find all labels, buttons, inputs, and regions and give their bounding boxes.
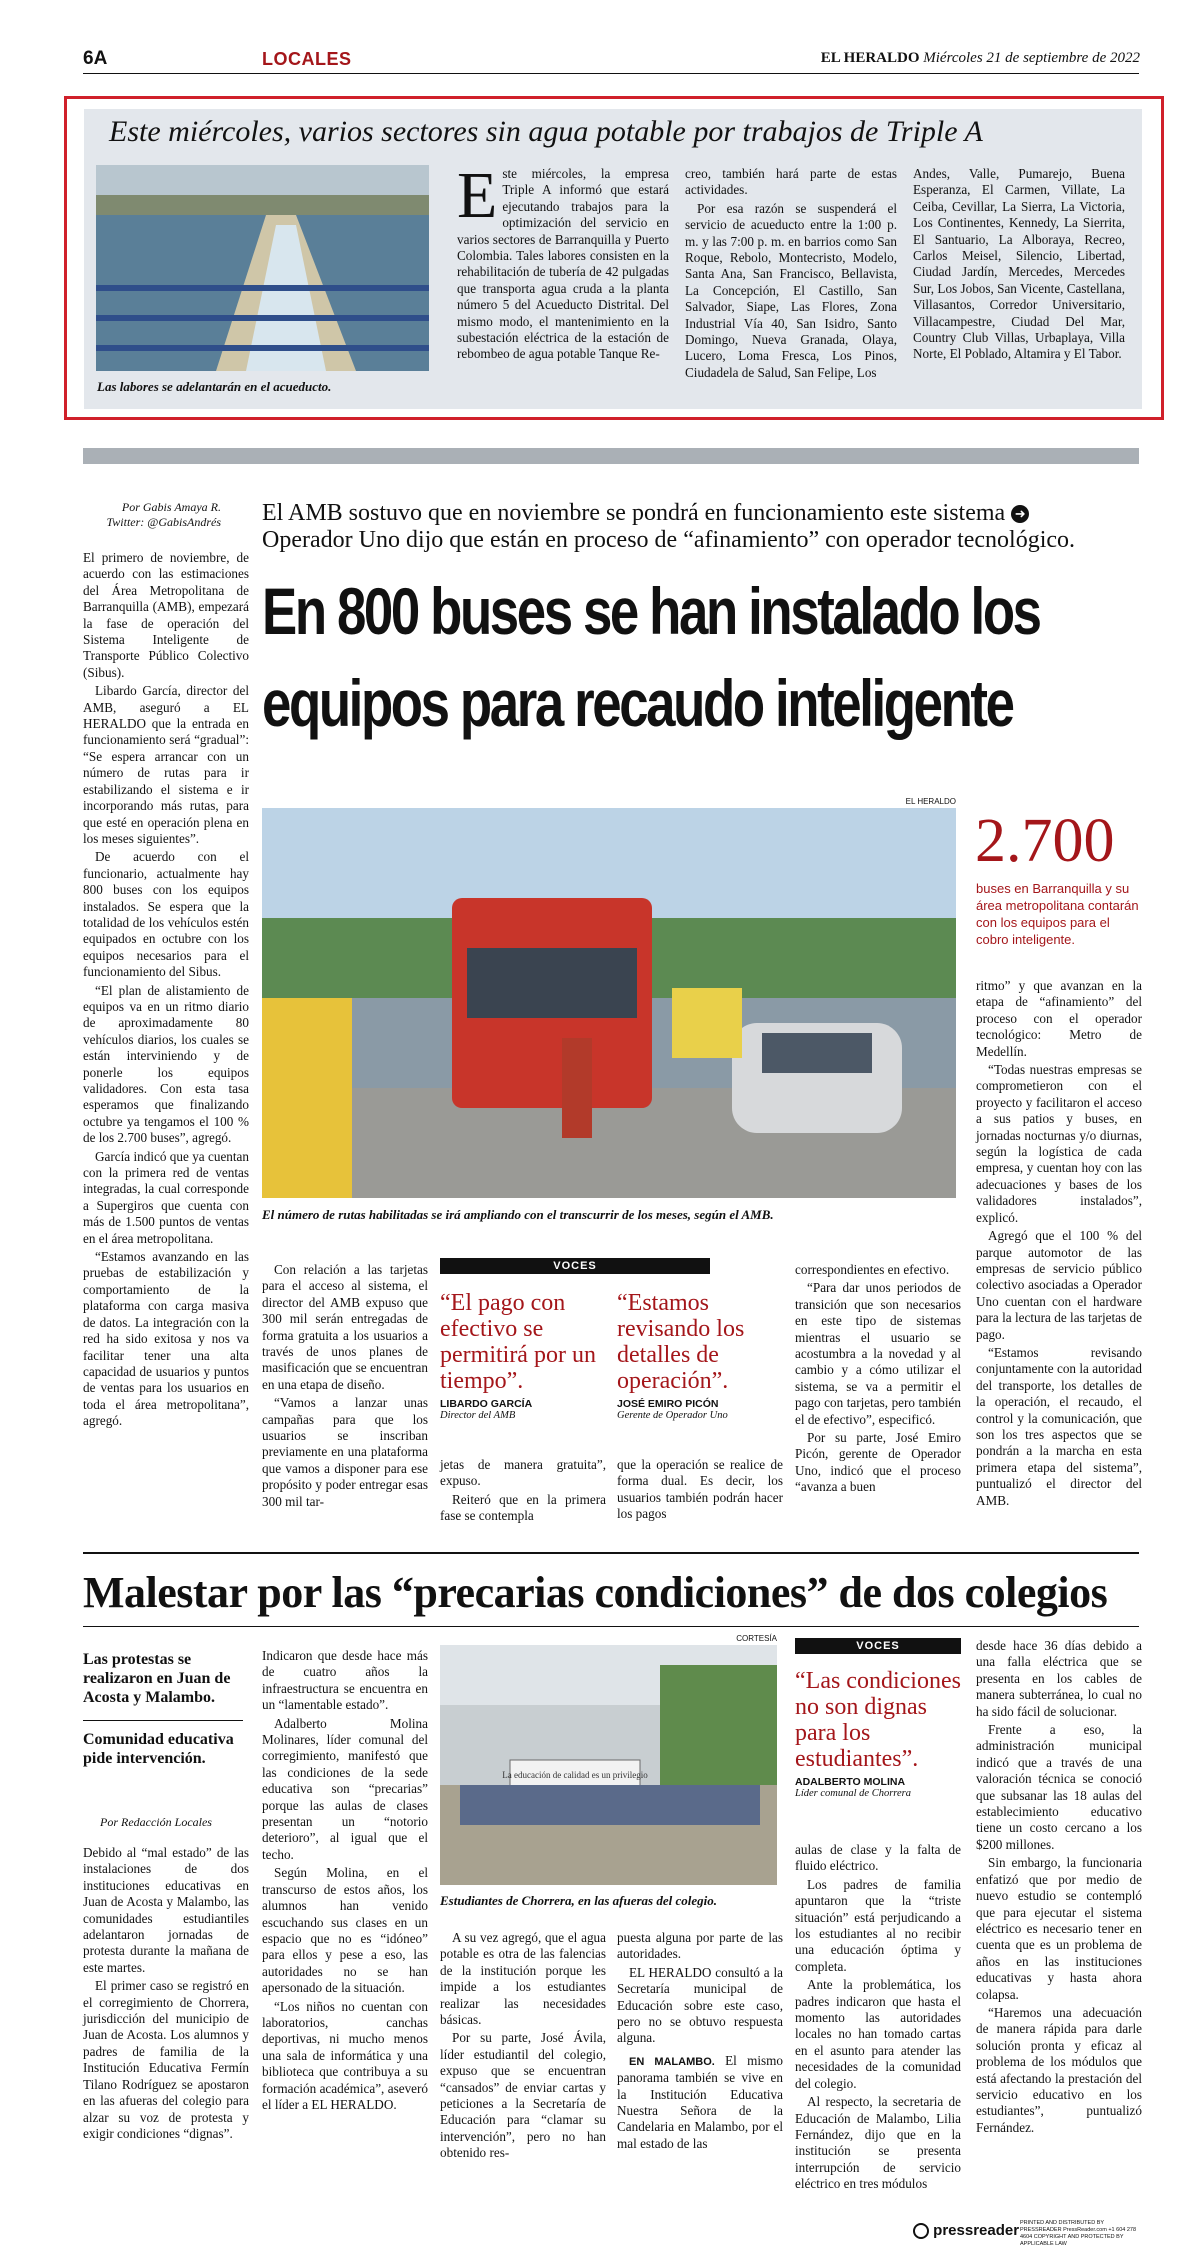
buses-photo xyxy=(262,808,956,1198)
schools-col-3: A su vez agregó, que el agua potable es otra de las falencias de la institución porque les impide a los estudiantes realizar las necesidades básicas. Por su parte, José Ávila, líder estudiantil del colegio, expuso que se encuentran “cansados” de enviar cartas y peticiones a la Secretaría de Educación para “clamar su intervención”, pero no han obtenido res- xyxy=(440,1930,606,2161)
water-col-2: creo, también hará parte de estas actividades. Por esa razón se suspenderá el servicio de acueducto entre la 1:00 p. m. y las 7:00 p. m. en barrios como San Roque, Rebolo, Montecristo, Modelo, Santa Ana, San Francisco, Bellavista, La Concepción, El Castillo, San Salvador, Siape, Las Flores, Zona Industrial Vía 40, San Isidro, Santo Domingo, Nueva Granada, Olaya, Lucero, Loma Fresca, Los Pinos, Ciudadela de Salud, San Felipe, Los xyxy=(685,166,897,380)
paper-name: EL HERALDO xyxy=(820,50,920,66)
buses-caption: El número de rutas habilitadas se irá ampliando con el transcurrir de los meses, según el AMB. xyxy=(262,1207,774,1222)
quote-1: “El pago con efectivo se permitirá por un tiempo”. LIBARDO GARCÍA Director del AMB xyxy=(440,1290,596,1421)
schools-col-2: Indicaron que desde hace más de cuatro años la infraestructura se encuentra en un “lamentable estado”. Adalberto Molina Molinares, líder comunal del corregimiento, manifestó que las condiciones de la sede educativa son “precarias” porque las aulas de clases presentan un “notorio deterioro”, al igual que el techo. Según Molina, en el transcurso de estos años, los alumnos han venido escuchando sus clases en un espacio que no es “idóneo” para ellos y pese a eso, las autoridades no se han apersonado de la situación. “Los niños no cuentan con laboratorios, canchas deportivas, ni mucho menos una sala de informática y una biblioteca que contribuya a su formación académica”, aseveró el líder a EL HERALDO. xyxy=(262,1648,428,2112)
section-divider-bar xyxy=(83,448,1139,464)
water-box xyxy=(64,96,1164,420)
main-col-4: que la operación se realice de forma dual. Es decir, los usuarios también podrán hacer los pagos xyxy=(617,1457,783,1522)
stat-number: 2.700 xyxy=(975,807,1115,875)
water-box-title: Este miércoles, varios sectores sin agua potable por trabajos de Triple A xyxy=(109,115,983,148)
schools-lead-1: Las protestas se realizaron en Juan de Acosta y Malambo. xyxy=(83,1651,231,1706)
aqueduct-photo xyxy=(96,165,429,371)
voces-label: VOCES xyxy=(440,1258,710,1274)
schools-headline: Malestar por las “precarias condiciones” de dos colegios xyxy=(83,1568,1108,1617)
schools-col-5: aulas de clase y la falta de fluido eléctrico. Los padres de familia apuntaron que la “triste situación” está perjudicando a los estudiantes al no recibir una educación óptima y completa. Ante la problemática, los padres indicaron que hasta el momento las autoridades locales no han tomado cartas en el asunto para atender las necesidades de la comunidad del colegio. Al respecto, la secretaria de Educación de Malambo, Lilia Fernández, dijo que en la institución se presenta interrupción de servicio eléctrico en tres módulos xyxy=(795,1842,961,2192)
page-number: 6A xyxy=(83,48,108,69)
water-col-3: Andes, Valle, Pumarejo, Buena Esperanza, El Carmen, Villate, La Ceiba, Cevillar, La Sierra, La Victoria, Los Continentes, Kennedy, La Sierrita, El Santuario, La Alboraya, Recreo, Carlos Meisel, Silencio, Libertad, Ciudad Jardín, Mercedes, Mercedes Sur, Los Jobos, San Vicente, Castellana, Villasantos, Corredor Universitario, Villacampestre, Ciudad Del Mar, Country Club Villas, Urbaplaya, Villa Norte, El Poblado, Altamira y El Tabor. xyxy=(913,166,1125,362)
issue-date: Miércoles 21 de septiembre de 2022 xyxy=(923,50,1140,66)
pressreader-logo: pressreader xyxy=(913,2222,1019,2239)
main-col-3: jetas de manera gratuita”, expuso. Reiteró que en la primera fase se contempla xyxy=(440,1457,606,1524)
aqueduct-caption: Las labores se adelantarán en el acueducto. xyxy=(97,379,332,394)
water-col-1: Este miércoles, la empresa Triple A informó que estará ejecutando trabajos para la optimización del servicio en varios sectores de Barranquilla y Puerto Colombia. Tales labores consisten en la rehabilitación de tubería de 42 pulgadas que transporta agua cruda a la planta número 5 del Acueducto Distrital. Del mismo modo, el mantenimiento en la subestación eléctrica de la estación de rebombeo de agua potable Tanque Re- xyxy=(457,159,669,362)
schools-rule xyxy=(83,1626,1139,1627)
main-right-column: ritmo” y que avanzan en la etapa de “afinamiento” del proceso con el operador tecnológico: Metro de Medellín. “Todas nuestras empresas se comprometieron con el proyecto y facilitaron el acceso a sus patios y buses, en jornadas nocturnas y/o diurnas, según la logística de cada empresa, y cuentan hoy con las adecuaciones y bases de los validadores instalados”, explicó. Agregó que el 100 % del parque automotor de las empresas de servicio público colectivo asociadas a Operador Uno cuentan con el hardware para la lectura de las tarjetas de pago. “Estamos revisando conjuntamente con la autoridad del transporte, los detalles de la operación, el recaudo, el control y la comunicación, que son los tres aspectos que se pondrán a la marcha en esta primera etapa del sistema”, puntualizó el director del AMB. xyxy=(976,978,1142,1508)
main-headline: En 800 buses se han instalado los equipos para recaudo inteligente xyxy=(262,574,1040,740)
schools-col-4: puesta alguna por parte de las autoridades. EL HERALDO consultó a la Secretaría municipal de Educación sobre este caso, pero no se obtuvo respuesta alguna. EN MALAMBO. El mismo panorama también se vive en la Institución Educativa Nuestra Señora de la Candelaria en Malambo, por el mal estado de las xyxy=(617,1930,783,2151)
byline: Por Gabis Amaya R. Twitter: @GabisAndrés xyxy=(106,500,221,529)
schools-lead-2: Comunidad educativa pide intervención. xyxy=(83,1731,234,1767)
schools-photo-credit: CORTESÍA xyxy=(736,1634,777,1643)
schools-byline: Por Redacción Locales xyxy=(100,1815,212,1829)
pressreader-fineprint: PRINTED AND DISTRIBUTED BY PRESSREADER PressReader.com +1 604 278 4604 COPYRIGHT AND PROTECTED BY APPLICABLE LAW xyxy=(1020,2220,1137,2247)
drop-cap: E xyxy=(457,159,498,232)
schools-col-6: desde hace 36 días debido a una falla eléctrica que se presenta en los cables de manera subterránea, lo cual no ha sido fácil de solucionar. Frente a eso, la administración municipal indicó que a través de una valoración técnica se conoció que subsanar las 18 aulas del establecimiento educativo tiene un costo cercano a los $200 millones. Sin embargo, la funcionaria enfatizó que por medio de nuevo estudio se contempló que para ejecutar el sistema eléctrico es necesario tener en cuenta que es un problema de años en las instituciones educativas y hasta ahora colapsa. “Haremos una adecuación de manera rápida para darle solución pronta y eficaz al problema de los módulos que está afectando la prestación del servicio educativo en los estudiantes”, puntualizó Fernández. xyxy=(976,1638,1142,2135)
schools-col-1: Debido al “mal estado” de las instalaciones de dos instituciones educativas en Juan de Acosta y Malambo, las comunidades estudiantiles adelantaron jornadas de protesta durante la mañana de este martes. El primer caso se registró en el corregimiento de Chorrera, jurisdicción del municipio de Juan de Acosta. Los alumnos y padres de familia de la Institución Educativa Fermín Tilano Rodríguez se apostaron en las afueras del colegio para alzar su voz de protesta y exigir condiciones “dignas”. xyxy=(83,1845,249,2141)
schools-voces-label: VOCES xyxy=(795,1638,961,1654)
students-photo xyxy=(440,1645,777,1885)
header-rule xyxy=(83,73,1139,74)
section-rule xyxy=(83,1552,1139,1554)
kicker: El AMB sostuvo que en noviembre se pondrá en funcionamiento este sistema ➜ Operador Uno dijo que están en proceso de “afinamiento” con operador tecnológico. xyxy=(262,500,1076,553)
pressreader-icon xyxy=(913,2223,929,2239)
schools-quote: “Las condiciones no son dignas para los estudiantes”. ADALBERTO MOLINA Líder comunal de Chorrera xyxy=(795,1668,961,1799)
quote-2: “Estamos revisando los detalles de operación”. JOSÉ EMIRO PICÓN Gerente de Operador Uno xyxy=(617,1290,745,1421)
arrow-circle-icon: ➜ xyxy=(1011,505,1029,523)
main-left-column: El primero de noviembre, de acuerdo con las estimaciones del Área Metropolitana de Barranquilla (AMB), empezará la fase de operación del Sistema Inteligente de Transporte Público Colectivo (Sibus). Libardo García, director del AMB, aseguró a EL HERALDO que la entrada en funcionamiento será “gradual”: “Se espera arrancar con un número de rutas para ir estabilizando el sistema e ir incorporando más rutas, para que esté en operación plena en los meses siguientes”. De acuerdo con el funcionario, actualmente hay 800 buses con los equipos instalados. Se espera que la totalidad de los vehículos estén equipados en octubre con los equipos necesarios para el funcionamiento del Sibus. “El plan de alistamiento de equipos va en un ritmo diario de aproximadamente 80 vehículos diarios, los cuales se están interviniendo y de ponerle los equipos validadores. Con esta tasa esperamos que finalizando octubre ya tengamos el 100 % de los 2.700 buses”, agregó. García indicó que ya cuentan con la primera red de ventas integradas, la cual corresponde a Supergiros que cuenta con más de 1.500 puntos de ventas en el área metropolitana. “Estamos avanzando en las pruebas de estabilización y comportamiento de la plataforma con carga masiva de datos. La integración con la red ha sido exitosa y nos va facilitar tener una alta capacidad de usuarios y puntos de ventas para los usuarios en toda el área metropolitana”, agregó. xyxy=(83,550,249,1429)
protest-banner: La educación de calidad es un privilegio xyxy=(502,1770,648,1780)
lead-rule xyxy=(83,1720,243,1721)
main-col-5: correspondientes en efectivo. “Para dar unos periodos de transición que son necesarios en este tipo de sistemas mientras el usuario se acostumbra a la novedad y al cambio y a cómo utilizar el sistema, se va a permitir el pago con tarjetas, pero también el de efectivo”, especificó. Por su parte, José Emiro Picón, gerente de Operador Uno, indicó que el proceso “avanza a buen xyxy=(795,1262,961,1495)
malambo-label: EN MALAMBO. xyxy=(629,2055,715,2068)
photo-credit: EL HERALDO xyxy=(905,797,956,806)
main-col-2: Con relación a las tarjetas para el acceso al sistema, el director del AMB expuso que 300 mil serán entregadas de forma gratuita a los usuarios a través de unos planes de masificación que se encuentran en una etapa de diseño. “Vamos a lanzar unas campañas para que los usuarios se inscriban previamente en una plataforma que vamos a disponer para ese propósito y poder entregar esas 300 mil tar- xyxy=(262,1262,428,1509)
stat-text: buses en Barranquilla y su área metropolitana contarán con los equipos para el cobro inteligente. xyxy=(976,881,1139,947)
section-name: LOCALES xyxy=(262,49,352,69)
students-caption: Estudiantes de Chorrera, en las afueras del colegio. xyxy=(440,1893,717,1908)
masthead-date xyxy=(820,50,1140,67)
